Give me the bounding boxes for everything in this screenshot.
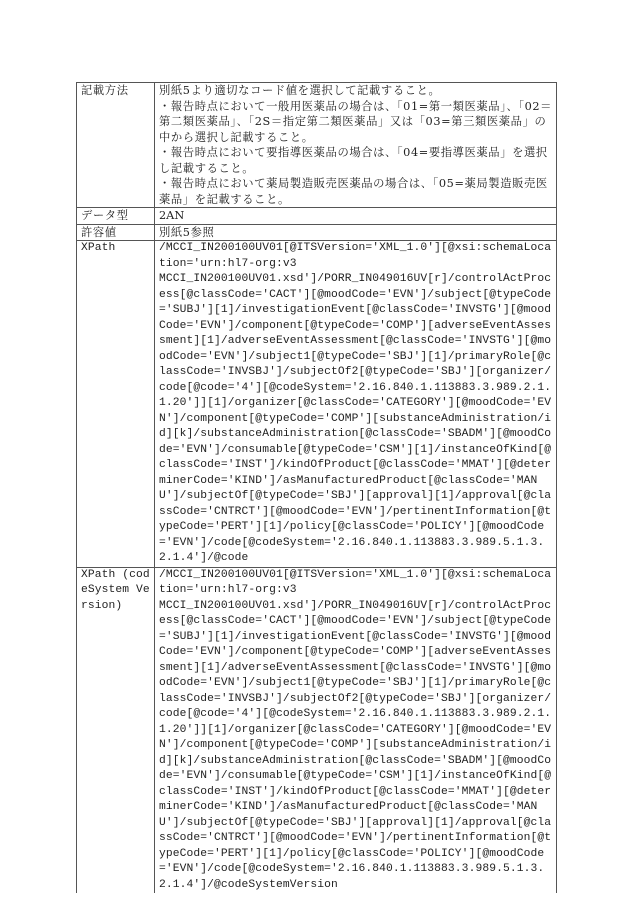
row-content [155, 224, 557, 241]
row-label: データ型 [77, 208, 155, 225]
row-content [155, 208, 557, 225]
row-content [155, 567, 557, 893]
table-row-allowed-values [77, 224, 557, 241]
content-paragraph: ・報告時点において要指導医薬品の場合は、「04=要指導医薬品」を選択し記載すること。 [159, 146, 548, 175]
content-paragraph: ・報告時点において一般用医薬品の場合は、「01=第一類医薬品」、「02＝第二類医薬品」、「2S＝指定第二類医薬品」又は「03=第三類医薬品」の中から選択し記載すること。 [159, 99, 553, 144]
content-paragraph: ・報告時点において薬局製造販売医薬品の場合は、「05=薬局製造販売医薬品」を記載すること。 [159, 177, 548, 206]
row-content [155, 83, 557, 208]
xpath-line: /MCCI_IN200100UV01[@ITSVersion='XML_1.0'][@xsi:schemaLocation='urn:hl7-org:v3 [159, 568, 552, 596]
row-content [155, 241, 557, 568]
xpath-line: /MCCI_IN200100UV01[@ITSVersion='XML_1.0'][@xsi:schemaLocation='urn:hl7-org:v3 [159, 242, 552, 270]
table-row-description-method [77, 83, 557, 208]
specification-table [76, 82, 557, 893]
row-label: XPath [77, 241, 155, 568]
xpath-line: MCCI_IN200100UV01.xsd']/PORR_IN049016UV[r]/controlActProcess[@classCode='CACT'][@moodCode='EVN']/subject[@typeCode='SUBJ'][1]/investigationEvent[@classCode='INVSTG'][@moodCode='EVN']/component[@typeCode='COMP'][adverseEventAssessment][1]/adverseEventAssessment[@classCode='INVSTG'][@moodCode='EVN']/subject1[@typeCode='SBJ'][1]/primaryRole[@classCode='INVSBJ']/subjectOf2[@typeCode='SBJ'][organizer/code[@code='4'][@codeSystem='2.16.840.1.113883.3.989.2.1.1.20']][1]/organizer[@classCode='CATEGORY'][@moodCode='EVN']/component[@typeCode='COMP'][substanceAdministration/id][k]/substanceAdministration[@classCode='SBADM'][@moodCode='EVN']/consumable[@typeCode='CSM'][1]/instanceOfKind[@classCode='INST']/kindOfProduct[@classCode='MMAT'][@determinerCode='KIND']/asManufacturedProduct[@classCode='MANU']/subjectOf[@typeCode='SBJ'][approval][1]/approval[@classCode='CNTRCT'][@moodCode='EVN']/pertinentInformation[@typeCode='PERT'][1]/policy[@classCode='POLICY'][@moodCode='EVN']/code[@codeSystem='2.16.840.1.113883.3.989.5.1.3.2.1.4']/@code [159, 273, 552, 564]
xpath-line: MCCI_IN200100UV01.xsd']/PORR_IN049016UV[r]/controlActProcess[@classCode='CACT'][@moodCode='EVN']/subject[@typeCode='SUBJ'][1]/investigationEvent[@classCode='INVSTG'][@moodCode='EVN']/component[@typeCode='COMP'][adverseEventAssessment][1]/adverseEventAssessment[@classCode='INVSTG'][@moodCode='EVN']/subject1[@typeCode='SBJ'][1]/primaryRole[@classCode='INVSBJ']/subjectOf2[@typeCode='SBJ'][organizer/code[@code='4'][@codeSystem='2.16.840.1.113883.3.989.2.1.1.20']][1]/organizer[@classCode='CATEGORY'][@moodCode='EVN']/component[@typeCode='COMP'][substanceAdministration/id][k]/substanceAdministration[@classCode='SBADM'][@moodCode='EVN']/consumable[@typeCode='CSM'][1]/instanceOfKind[@classCode='INST']/kindOfProduct[@classCode='MMAT'][@determinerCode='KIND']/asManufacturedProduct[@classCode='MANU']/subjectOf[@typeCode='SBJ'][approval][1]/approval[@classCode='CNTRCT'][@moodCode='EVN']/pertinentInformation[@typeCode='PERT'][1]/policy[@classCode='POLICY'][@moodCode='EVN']/code[@codeSystem='2.16.840.1.113883.3.989.5.1.3.2.1.4']/@codeSystemVersion [159, 599, 552, 891]
row-label: XPath (codeSystem Version) [77, 567, 155, 893]
table-row-xpath [77, 241, 557, 568]
table-row-data-type [77, 208, 557, 225]
table-row-xpath-codesystemversion [77, 567, 557, 893]
row-label: 許容値 [77, 224, 155, 241]
content-value: 別紙5参照 [159, 225, 215, 239]
row-label: 記載方法 [77, 83, 155, 208]
content-value: 2AN [159, 209, 185, 222]
content-paragraph: 別紙5より適切なコード値を選択して記載すること。 [159, 84, 441, 97]
